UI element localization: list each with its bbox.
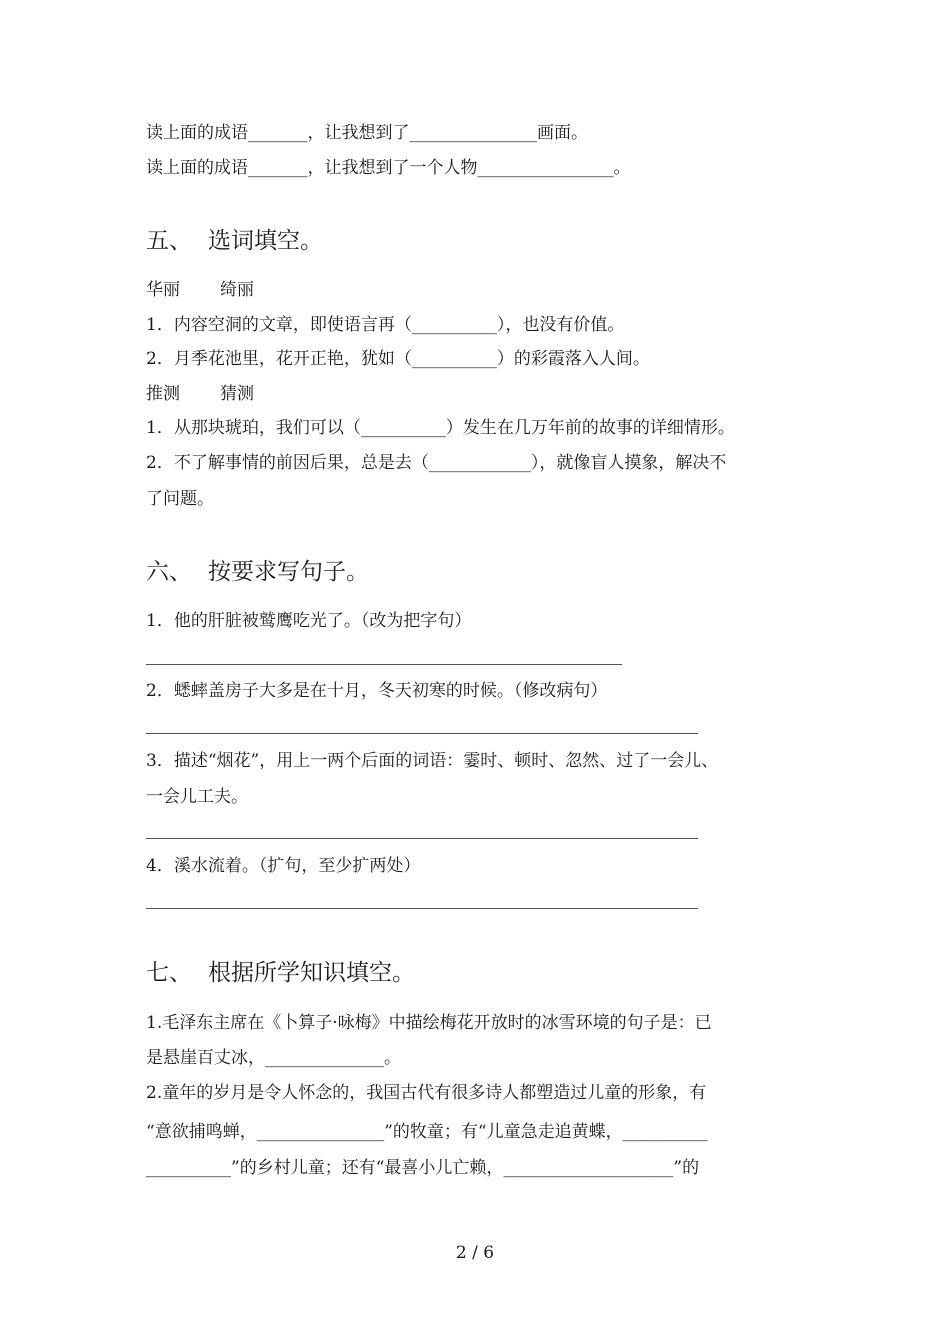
section-5-title: 选词填空。 — [208, 228, 323, 254]
rewrite-question: 1．他的肝脏被鹫鹰吃光了。（改为把字句） — [146, 611, 472, 631]
poem-question: 2.童年的岁月是令人怀念的，我国古代有很多诗人都塑造过儿童的形象，有 — [146, 1083, 707, 1103]
rewrite-question: 4．溪水流着。（扩句，至少扩两处） — [146, 856, 421, 876]
section-7-number: 七、 — [146, 960, 192, 986]
poem-question-continued: “意欲捕鸣蝉，_______________”的牧童；有“儿童急走追黄蝶，__________ — [146, 1122, 708, 1142]
rewrite-question: 2．蟋蟀盖房子大多是在十月，冬天初寒的时候。（修改病句） — [146, 681, 608, 701]
answer-line — [146, 733, 698, 734]
word-option: 推测 — [146, 384, 180, 404]
answer-line — [146, 838, 698, 839]
fill-question: 2．月季花池里，花开正艳，犹如（__________）的彩霞落入人间。 — [146, 349, 650, 369]
rewrite-question-continued: 一会儿工夫。 — [146, 787, 248, 807]
word-option: 华丽 — [146, 280, 180, 300]
word-option: 猜测 — [220, 384, 254, 404]
word-option: 绮丽 — [220, 280, 254, 300]
section-6-title: 按要求写句子。 — [208, 559, 369, 585]
answer-line — [146, 908, 698, 909]
poem-question-continued: 是悬崖百丈冰，______________。 — [146, 1048, 401, 1068]
page-number: 2 / 6 — [455, 1243, 495, 1263]
poem-question: 1.毛泽东主席在《卜算子·咏梅》中描绘梅花开放时的冰雪环境的句子是：已 — [146, 1013, 712, 1033]
section-7-title: 根据所学知识填空。 — [208, 960, 415, 986]
section-7-heading — [146, 958, 415, 988]
rewrite-question: 3．描述“烟花”，用上一两个后面的词语：霎时、顿时、忽然、过了一会儿、 — [146, 751, 719, 771]
section-6-number: 六、 — [146, 559, 192, 585]
word-choice-group-1 — [146, 279, 254, 301]
answer-line — [146, 664, 622, 665]
word-choice-group-2 — [146, 383, 254, 405]
idiom-scene-line: 读上面的成语_______，让我想到了_______________画面。 — [146, 123, 588, 143]
fill-question: 1．从那块琥珀，我们可以（__________）发生在几万年前的故事的详细情形。 — [146, 418, 735, 438]
section-6-heading — [146, 557, 369, 587]
fill-question: 2．不了解事情的前因后果，总是去（____________），就像盲人摸象，解决不 — [146, 453, 727, 473]
fill-question: 1．内容空洞的文章，即使语言再（__________），也没有价值。 — [146, 315, 625, 335]
fill-question-continued: 了问题。 — [146, 489, 214, 509]
section-5-heading — [146, 226, 323, 256]
poem-question-continued: __________”的乡村儿童；还有“最喜小儿亡赖，____________________”的 — [146, 1158, 700, 1178]
idiom-person-line: 读上面的成语_______，让我想到了一个人物________________。 — [146, 158, 631, 178]
section-5-number: 五、 — [146, 228, 192, 254]
